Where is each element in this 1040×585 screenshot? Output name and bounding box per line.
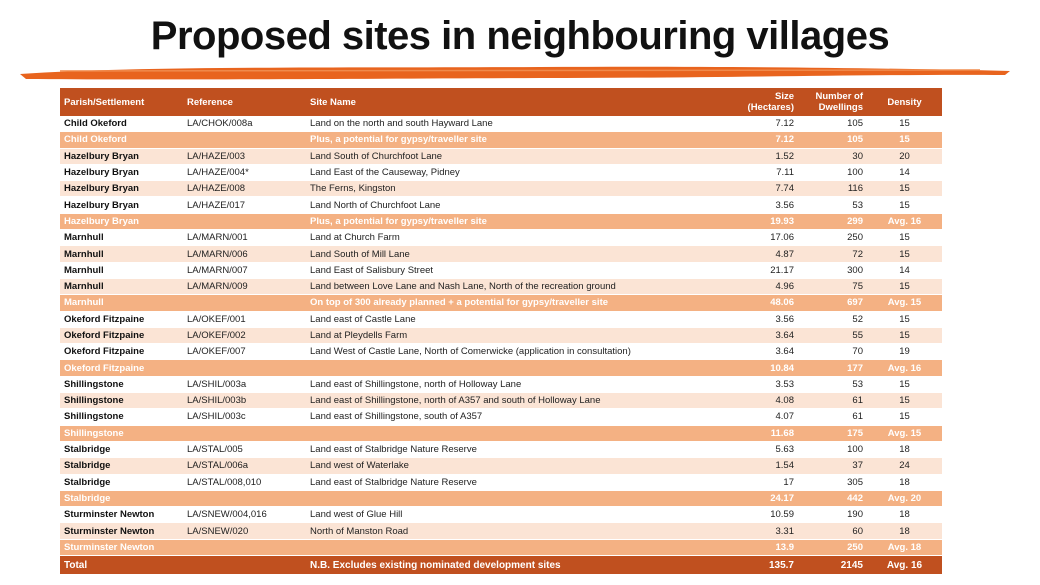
density-cell: 14 — [867, 164, 942, 180]
reference-cell: LA/MARN/007 — [183, 262, 306, 278]
parish-cell: Hazelbury Bryan — [60, 213, 183, 229]
size-cell: 17.06 — [680, 230, 798, 246]
size-cell: 17 — [680, 474, 798, 490]
header-density: Density — [867, 88, 942, 116]
reference-cell: LA/HAZE/017 — [183, 197, 306, 213]
density-cell: 19 — [867, 344, 942, 360]
density-cell: 15 — [867, 311, 942, 327]
dwellings-cell: 116 — [798, 181, 867, 197]
reference-cell: LA/HAZE/004* — [183, 164, 306, 180]
parish-cell: Shillingstone — [60, 425, 183, 441]
reference-cell: LA/SHIL/003a — [183, 376, 306, 392]
dwellings-cell: 53 — [798, 376, 867, 392]
density-cell: 15 — [867, 278, 942, 294]
parish-cell: Marnhull — [60, 295, 183, 311]
table-row — [60, 507, 942, 523]
site-name-cell: Land between Love Lane and Nash Lane, North of the recreation ground — [306, 278, 680, 294]
dwellings-cell: 55 — [798, 327, 867, 343]
size-cell: 19.93 — [680, 213, 798, 229]
table-row — [60, 116, 942, 132]
parish-cell: Shillingstone — [60, 376, 183, 392]
density-cell: Avg. 20 — [867, 490, 942, 506]
dwellings-cell: 61 — [798, 409, 867, 425]
site-name-cell: Land at Church Farm — [306, 230, 680, 246]
size-cell: 1.52 — [680, 148, 798, 164]
density-cell: 15 — [867, 132, 942, 148]
density-cell: 18 — [867, 474, 942, 490]
density-cell: 15 — [867, 409, 942, 425]
density-cell: 14 — [867, 262, 942, 278]
site-name-cell — [306, 490, 680, 506]
site-name-cell: Land on the north and south Hayward Lane — [306, 116, 680, 132]
dwellings-cell: 250 — [798, 230, 867, 246]
table-row — [60, 164, 942, 180]
reference-cell: LA/MARN/006 — [183, 246, 306, 262]
size-cell: 4.87 — [680, 246, 798, 262]
dwellings-cell: 697 — [798, 295, 867, 311]
parish-cell: Hazelbury Bryan — [60, 164, 183, 180]
table-row — [60, 262, 942, 278]
size-cell: 7.12 — [680, 116, 798, 132]
site-name-cell: Land West of Castle Lane, North of Comerwicke (application in consultation) — [306, 344, 680, 360]
parish-cell: Stalbridge — [60, 441, 183, 457]
reference-cell: LA/SNEW/020 — [183, 523, 306, 539]
site-name-cell: On top of 300 already planned + a potential for gypsy/traveller site — [306, 295, 680, 311]
table-row — [60, 148, 942, 164]
table-row — [60, 441, 942, 457]
subtotal-row — [60, 295, 942, 311]
density-cell: 15 — [867, 376, 942, 392]
density-cell: 15 — [867, 181, 942, 197]
parish-cell: Child Okeford — [60, 116, 183, 132]
total-note: N.B. Excludes existing nominated development sites — [306, 556, 680, 575]
reference-cell: LA/HAZE/003 — [183, 148, 306, 164]
parish-cell: Okeford Fitzpaine — [60, 344, 183, 360]
reference-cell: LA/OKEF/007 — [183, 344, 306, 360]
density-cell: 15 — [867, 393, 942, 409]
sites-table-container — [60, 88, 942, 574]
total-label: Total — [60, 556, 183, 575]
reference-cell: LA/MARN/001 — [183, 230, 306, 246]
parish-cell: Hazelbury Bryan — [60, 181, 183, 197]
reference-cell: LA/STAL/008,010 — [183, 474, 306, 490]
site-name-cell: Land east of Stalbridge Nature Reserve — [306, 474, 680, 490]
site-name-cell: Land South of Churchfoot Lane — [306, 148, 680, 164]
site-name-cell: Plus, a potential for gypsy/traveller site — [306, 213, 680, 229]
site-name-cell: North of Manston Road — [306, 523, 680, 539]
dwellings-cell: 75 — [798, 278, 867, 294]
density-cell: Avg. 15 — [867, 295, 942, 311]
dwellings-cell: 175 — [798, 425, 867, 441]
reference-cell: LA/MARN/009 — [183, 278, 306, 294]
size-cell: 3.53 — [680, 376, 798, 392]
size-cell: 4.08 — [680, 393, 798, 409]
site-name-cell: Land East of the Causeway, Pidney — [306, 164, 680, 180]
parish-cell: Hazelbury Bryan — [60, 197, 183, 213]
parish-cell: Hazelbury Bryan — [60, 148, 183, 164]
dwellings-cell: 30 — [798, 148, 867, 164]
reference-cell — [183, 360, 306, 376]
parish-cell: Sturminster Newton — [60, 539, 183, 555]
subtotal-row — [60, 539, 942, 555]
reference-cell — [183, 425, 306, 441]
dwellings-cell: 250 — [798, 539, 867, 555]
size-cell: 3.56 — [680, 197, 798, 213]
dwellings-cell: 53 — [798, 197, 867, 213]
size-cell: 3.64 — [680, 327, 798, 343]
site-name-cell: Land west of Waterlake — [306, 458, 680, 474]
table-row — [60, 327, 942, 343]
brush-stroke-divider — [20, 62, 1010, 84]
header-site-name: Site Name — [306, 88, 680, 116]
dwellings-cell: 100 — [798, 164, 867, 180]
dwellings-cell: 299 — [798, 213, 867, 229]
size-cell: 7.11 — [680, 164, 798, 180]
parish-cell: Stalbridge — [60, 474, 183, 490]
table-row — [60, 230, 942, 246]
density-cell: 15 — [867, 116, 942, 132]
size-cell: 4.96 — [680, 278, 798, 294]
dwellings-cell: 177 — [798, 360, 867, 376]
site-name-cell — [306, 360, 680, 376]
size-cell: 3.56 — [680, 311, 798, 327]
table-row — [60, 474, 942, 490]
table-row — [60, 197, 942, 213]
table-row — [60, 181, 942, 197]
reference-cell: LA/OKEF/001 — [183, 311, 306, 327]
reference-cell — [183, 490, 306, 506]
size-cell: 48.06 — [680, 295, 798, 311]
density-cell: 18 — [867, 523, 942, 539]
dwellings-cell: 72 — [798, 246, 867, 262]
subtotal-row — [60, 360, 942, 376]
size-cell: 11.68 — [680, 425, 798, 441]
dwellings-cell: 305 — [798, 474, 867, 490]
dwellings-cell: 60 — [798, 523, 867, 539]
page-title: Proposed sites in neighbouring villages — [150, 14, 890, 58]
size-cell: 7.74 — [680, 181, 798, 197]
site-name-cell — [306, 425, 680, 441]
reference-cell: LA/STAL/006a — [183, 458, 306, 474]
reference-cell — [183, 213, 306, 229]
total-row — [60, 556, 942, 575]
size-cell: 4.07 — [680, 409, 798, 425]
site-name-cell: Plus, a potential for gypsy/traveller site — [306, 132, 680, 148]
reference-cell: LA/CHOK/008a — [183, 116, 306, 132]
header-reference: Reference — [183, 88, 306, 116]
parish-cell: Stalbridge — [60, 458, 183, 474]
dwellings-cell: 70 — [798, 344, 867, 360]
size-cell: 3.31 — [680, 523, 798, 539]
parish-cell: Okeford Fitzpaine — [60, 327, 183, 343]
density-cell: Avg. 18 — [867, 539, 942, 555]
site-name-cell: Land east of Stalbridge Nature Reserve — [306, 441, 680, 457]
site-name-cell: The Ferns, Kingston — [306, 181, 680, 197]
reference-cell: LA/SHIL/003c — [183, 409, 306, 425]
total-size: 135.7 — [680, 556, 798, 575]
total-density: Avg. 16 — [867, 556, 942, 575]
dwellings-cell: 61 — [798, 393, 867, 409]
table-row — [60, 393, 942, 409]
subtotal-row — [60, 490, 942, 506]
density-cell: 15 — [867, 197, 942, 213]
site-name-cell: Land west of Glue Hill — [306, 507, 680, 523]
table-row — [60, 246, 942, 262]
reference-cell — [183, 539, 306, 555]
header-dwellings: Number of Dwellings — [798, 88, 867, 116]
table-row — [60, 523, 942, 539]
size-cell: 21.17 — [680, 262, 798, 278]
dwellings-cell: 37 — [798, 458, 867, 474]
total-dwellings: 2145 — [798, 556, 867, 575]
dwellings-cell: 105 — [798, 116, 867, 132]
parish-cell: Marnhull — [60, 230, 183, 246]
density-cell: 15 — [867, 327, 942, 343]
parish-cell: Okeford Fitzpaine — [60, 311, 183, 327]
density-cell: 20 — [867, 148, 942, 164]
reference-cell: LA/HAZE/008 — [183, 181, 306, 197]
size-cell: 3.64 — [680, 344, 798, 360]
dwellings-cell: 190 — [798, 507, 867, 523]
reference-cell: LA/STAL/005 — [183, 441, 306, 457]
density-cell: 18 — [867, 507, 942, 523]
subtotal-row — [60, 213, 942, 229]
header-parish: Parish/Settlement — [60, 88, 183, 116]
site-name-cell: Land East of Salisbury Street — [306, 262, 680, 278]
subtotal-row — [60, 425, 942, 441]
parish-cell: Child Okeford — [60, 132, 183, 148]
density-cell: 18 — [867, 441, 942, 457]
size-cell: 10.59 — [680, 507, 798, 523]
site-name-cell: Land east of Shillingstone, south of A357 — [306, 409, 680, 425]
site-name-cell: Land South of Mill Lane — [306, 246, 680, 262]
size-cell: 1.54 — [680, 458, 798, 474]
table-row — [60, 344, 942, 360]
site-name-cell: Land at Pleydells Farm — [306, 327, 680, 343]
parish-cell: Marnhull — [60, 262, 183, 278]
dwellings-cell: 100 — [798, 441, 867, 457]
parish-cell: Shillingstone — [60, 409, 183, 425]
table-row — [60, 376, 942, 392]
size-cell: 5.63 — [680, 441, 798, 457]
dwellings-cell: 52 — [798, 311, 867, 327]
parish-cell: Marnhull — [60, 278, 183, 294]
density-cell: Avg. 15 — [867, 425, 942, 441]
reference-cell: LA/SNEW/004,016 — [183, 507, 306, 523]
site-name-cell: Land east of Castle Lane — [306, 311, 680, 327]
size-cell: 24.17 — [680, 490, 798, 506]
dwellings-cell: 442 — [798, 490, 867, 506]
table-row — [60, 409, 942, 425]
size-cell: 10.84 — [680, 360, 798, 376]
reference-cell — [183, 132, 306, 148]
site-name-cell: Land east of Shillingstone, north of Holloway Lane — [306, 376, 680, 392]
reference-cell: LA/OKEF/002 — [183, 327, 306, 343]
parish-cell: Okeford Fitzpaine — [60, 360, 183, 376]
size-cell: 13.9 — [680, 539, 798, 555]
table-row — [60, 278, 942, 294]
sites-table — [60, 88, 942, 574]
table-row — [60, 311, 942, 327]
header-size: Size (Hectares) — [680, 88, 798, 116]
reference-cell: LA/SHIL/003b — [183, 393, 306, 409]
dwellings-cell: 105 — [798, 132, 867, 148]
parish-cell: Sturminster Newton — [60, 523, 183, 539]
table-body — [60, 116, 942, 556]
density-cell: 15 — [867, 246, 942, 262]
parish-cell: Sturminster Newton — [60, 507, 183, 523]
subtotal-row — [60, 132, 942, 148]
site-name-cell: Land east of Shillingstone, north of A357 and south of Holloway Lane — [306, 393, 680, 409]
reference-cell — [183, 295, 306, 311]
parish-cell: Stalbridge — [60, 490, 183, 506]
density-cell: Avg. 16 — [867, 213, 942, 229]
site-name-cell: Land North of Churchfoot Lane — [306, 197, 680, 213]
table-header-row — [60, 88, 942, 116]
table-row — [60, 458, 942, 474]
density-cell: Avg. 16 — [867, 360, 942, 376]
dwellings-cell: 300 — [798, 262, 867, 278]
density-cell: 15 — [867, 230, 942, 246]
site-name-cell — [306, 539, 680, 555]
density-cell: 24 — [867, 458, 942, 474]
parish-cell: Shillingstone — [60, 393, 183, 409]
parish-cell: Marnhull — [60, 246, 183, 262]
size-cell: 7.12 — [680, 132, 798, 148]
